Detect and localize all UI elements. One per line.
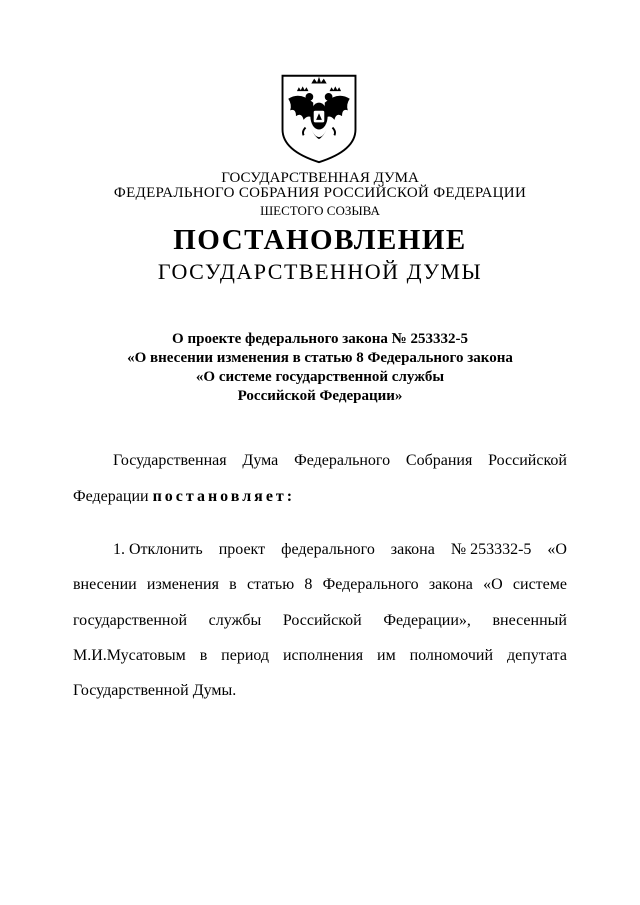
word: Собрания <box>405 452 473 469</box>
word: Федерального <box>322 576 419 593</box>
word: внесении <box>73 576 137 593</box>
word: системе <box>512 576 567 593</box>
word: федерального <box>281 541 375 558</box>
item1-line-4 <box>73 647 567 665</box>
document-subtitle: ГОСУДАРСТВЕННОЙ ДУМЫ <box>157 259 483 284</box>
word: в <box>229 576 237 593</box>
word: Федерации», <box>383 612 471 629</box>
word: в <box>199 647 208 664</box>
word: закона <box>390 541 435 558</box>
convocation-line: ШЕСТОГО СОЗЫВА <box>260 203 380 218</box>
word: 1. Отклонить <box>113 541 203 558</box>
item1-line-1 <box>113 541 567 559</box>
preamble-line-2 <box>73 488 567 506</box>
word: статью <box>246 576 295 593</box>
resolves-word: постановляет: <box>152 488 296 505</box>
word: депутата <box>506 647 567 664</box>
document-title: ПОСТАНОВЛЕНИЕ <box>173 224 467 256</box>
word: «О <box>483 576 503 593</box>
subject-line-4: Российской Федерации» <box>237 388 403 404</box>
subject-line-2: «О внесении изменения в статью 8 Федерального закона <box>127 350 513 366</box>
preamble-line-1 <box>113 452 567 470</box>
issuer-line-1: ГОСУДАРСТВЕННАЯ ДУМА <box>221 170 419 186</box>
word: внесенный <box>492 612 567 629</box>
word: им <box>377 647 396 664</box>
issuer-line-2: ФЕДЕРАЛЬНОГО СОБРАНИЯ РОССИЙСКОЙ ФЕДЕРАЦИИ <box>113 185 527 201</box>
word: М.И.Мусатовым <box>73 647 186 664</box>
word: изменения <box>146 576 219 593</box>
word: Государственная <box>113 452 227 469</box>
word: Федерального <box>294 452 391 469</box>
word: «О <box>547 541 567 558</box>
word: исполнения <box>282 647 364 664</box>
item1-line-5: Государственной Думы. <box>73 682 237 699</box>
word: период <box>221 647 270 664</box>
word: Дума <box>242 452 279 469</box>
word: закона <box>428 576 473 593</box>
subject-line-3: «О системе государственной службы <box>195 369 445 385</box>
item1-line-3 <box>73 612 567 630</box>
preamble-lead: Федерации <box>73 488 149 505</box>
coat-of-arms-icon <box>270 70 368 166</box>
word: службы <box>208 612 262 629</box>
word: Российской <box>282 612 362 629</box>
word: Российской <box>488 452 567 469</box>
word: проект <box>218 541 266 558</box>
word: 8 <box>304 576 313 593</box>
item1-line-2 <box>73 576 567 594</box>
subject-line-1: О проекте федерального закона № 253332-5 <box>172 331 468 347</box>
word: № 253332-5 <box>450 541 532 558</box>
word: полномочий <box>409 647 494 664</box>
word: государственной <box>73 612 188 629</box>
